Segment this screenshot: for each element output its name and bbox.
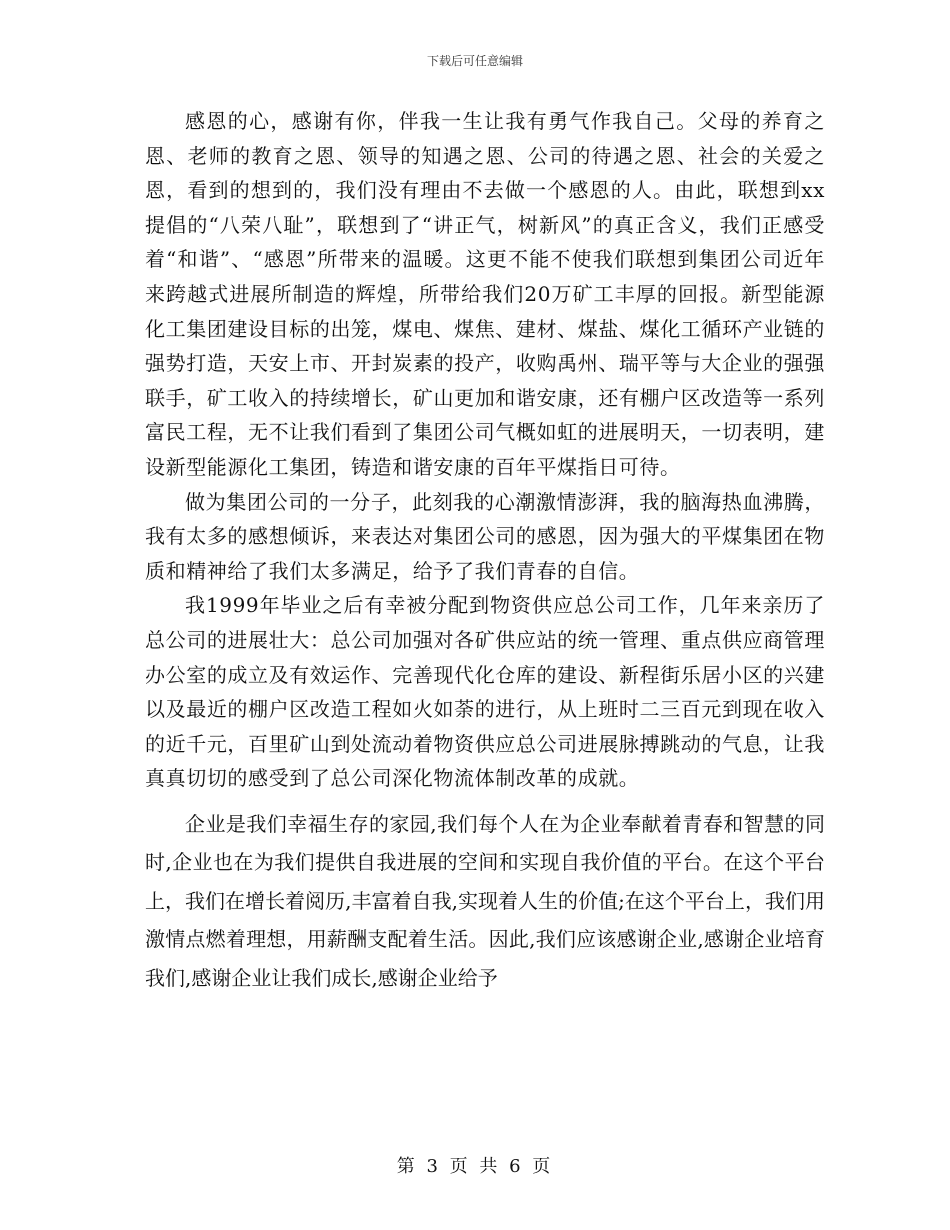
page-header: 下载后可任意编辑 (426, 54, 523, 68)
paragraph-3: 我1999年毕业之后有幸被分配到物资供应总公司工作，几年来亲历了总公司的进展壮大：总公司加强对各矿供应站的统一管理、重点供应商管理办公室的成立及有效运作、完善现代化仓库的建设、新程街乐居小区的兴建以及最近的棚户区改造工程如火如荼的进行，从上班时二三百元到现在收入的近千元，百里矿山到处流动着物资供应总公司进展脉搏跳动的气息，让我真真切切的感受到了总公司深化物流体制改革的成就。 (145, 593, 825, 791)
paragraph-4: 企业是我们幸福生存的家园,我们每个人在为企业奉献着青春和智慧的同时,企业也在为我们提供自我进展的空间和实现自我价值的平台。在这个平台上，我们在增长着阅历,丰富着自我,实现着人生的价值;在这个平台上，我们用激情点燃着理想，用薪酬支配着生活。因此,我们应该感谢企业,感谢企业培育我们,感谢企业让我们成长,感谢企业给予 (145, 811, 825, 990)
paragraph-2: 做为集团公司的一分子，此刻我的心潮激情澎湃，我的脑海热血沸腾，我有太多的感想倾诉，来表达对集团公司的感恩，因为强大的平煤集团在物质和精神给了我们太多满足，给予了我们青春的自信。 (145, 489, 825, 583)
document-body (145, 104, 825, 997)
paragraph-1: 感恩的心，感谢有你，伴我一生让我有勇气作我自己。父母的养育之恩、老师的教育之恩、领导的知遇之恩、公司的待遇之恩、社会的关爱之恩，看到的想到的，我们没有理由不去做一个感恩的人。由此，联想到xx提倡的“八荣八耻”，联想到了“讲正气，树新风”的真正含义，我们正感受着“和谐”、“感恩”所带来的温暖。这更不能不使我们联想到集团公司近年来跨越式进展所制造的辉煌，所带给我们20万矿工丰厚的回报。新型能源化工集团建设目标的出笼，煤电、煤焦、建材、煤盐、煤化工循环产业链的强势打造，天安上市、开封炭素的投产，收购禹州、瑞平等与大企业的强强联手，矿工收入的持续增长，矿山更加和谐安康，还有棚户区改造等一系列富民工程，无不让我们看到了集团公司气概如虹的进展明天，一切表明，建设新型能源化工集团，铸造和谐安康的百年平煤指日可待。 (145, 109, 825, 479)
page-number: 第 3 页 共 6 页 (396, 1156, 554, 1177)
